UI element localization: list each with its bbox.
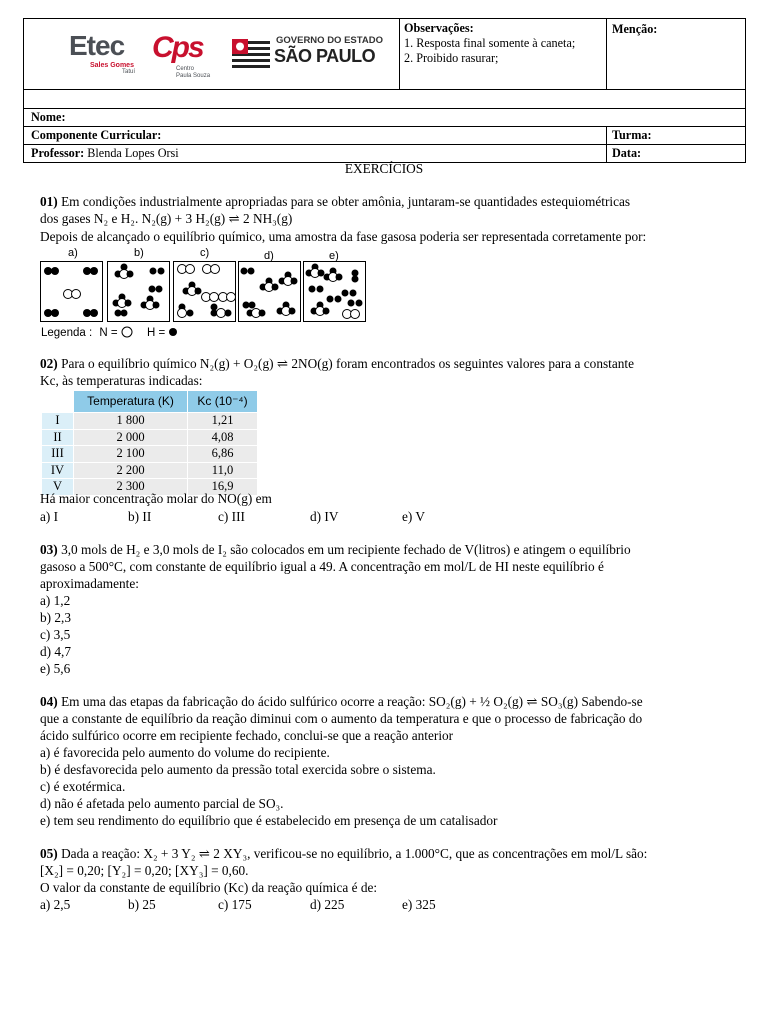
q4-text3: ácido sulfúrico ocorre em recipiente fechado, conclui-se que a reação anterior [40,728,454,743]
q3-text2: gasoso a 500°C, com constante de equilíbrio igual a 49. A concentração em mol/L de HI neste equilíbrio é [40,559,604,574]
componente-label: Componente Curricular: [31,128,162,142]
header-table [23,18,746,163]
observacoes-label: Observações: [404,21,474,35]
q1-text2: dos gases N₂ e H₂. N₂(g) + 3 H₂(g) ⇌ 2 NH₃(g) [40,211,293,226]
q2-question: Há maior concentração molar do NO(g) em [40,491,272,506]
option-c[interactable]: c) é exotérmica. [40,779,126,794]
table-row: II 2 000 4,08 [42,429,258,446]
option-d[interactable]: d) 225 [310,897,345,912]
option-a[interactable]: a) é favorecida pelo aumento do volume do recipiente. [40,745,330,760]
gov-logo-line2: SÃO PAULO [274,46,376,66]
q4-text1: 04) Em uma das etapas da fabricação do ácido sulfúrico ocorre a reação: SO₂(g) + ½ O₂(g) ⇌ SO₃(g) Sabendo-se [40,694,643,709]
q1-text1: 01) Em condições industrialmente apropriadas para se obter amônia, juntaram-se quantidades estequiométricas [40,194,631,209]
box-a-molecules [44,267,98,317]
q1-text3: Depois de alcançado o equilíbrio químico, uma amostra da fase gasosa poderia ser representada corretamente por: [40,229,647,244]
observacoes-item: 1. Resposta final somente à caneta; [404,36,576,50]
observacoes-item: 2. Proibido rasurar; [404,51,499,65]
logos-cell [24,19,400,89]
option-d[interactable]: d) 4,7 [40,644,72,659]
etec-logo: Etec [69,30,125,61]
etec-logo-city: Tatuí [122,69,136,75]
page-title: EXERCÍCIOS [344,161,424,176]
mencao-label: Menção: [612,22,658,36]
kc-header-temp: Temperatura (K) [74,391,188,413]
q3-text1: 03) 3,0 mols de H₂ e 3,0 mols de I₂ são colocados em um recipiente fechado de V(litros) e atingem o equilíbrio [40,542,631,557]
observacoes-cell [400,19,607,89]
option-d[interactable]: d) não é afetada pelo aumento parcial de SO₃. [40,796,284,811]
nome-row[interactable] [24,108,745,126]
table-row: IV 2 200 11,0 [42,462,258,479]
box-e-molecules [306,264,363,319]
nome-label: Nome: [31,110,66,124]
option-b[interactable]: b) 2,3 [40,610,72,625]
option-e[interactable]: e) 325 [402,897,436,912]
option-b[interactable]: b) é desfavorecida pelo aumento da pressão total exercida sobre o sistema. [40,762,436,777]
option-e[interactable]: e) tem seu rendimento do equilíbrio que é estabelecido em presença de um catalisador [40,813,498,828]
cps-logo: Cps [152,31,203,64]
hydrogen-atom-icon [168,327,178,337]
data-label: Data: [612,146,642,160]
sp-flag-icon [232,39,270,69]
option-e[interactable]: e) 5,6 [40,661,71,676]
option-c[interactable]: c) 3,5 [40,627,71,642]
q4-text2: que a constante de equilíbrio da reação diminui com o aumento da temperatura e que o processo de fabricação do [40,711,643,726]
professor-name: Blenda Lopes Orsi [87,146,179,160]
box-label-b: b) [134,247,144,259]
table-row: V 2 300 16,9 [42,479,258,496]
q2-text1: 02) Para o equilíbrio químico N₂(g) + O₂(g) ⇌ 2NO(g) foram encontrados os seguintes valores para a constante [40,356,634,371]
professor-label: Professor: [31,146,85,160]
option-b[interactable]: b) 25 [128,897,156,912]
box-label-a: a) [68,247,78,259]
molecule-legend: Legenda : N = H = [41,325,178,342]
box-label-c: c) [200,247,210,259]
spacer-row [24,90,745,108]
professor-row [24,144,745,162]
kc-header-kc: Kc (10⁻⁴) [188,391,258,413]
box-c-molecules [178,265,236,318]
option-b[interactable]: b) II [128,509,152,524]
option-a[interactable]: a) I [40,509,59,524]
q5-text3: O valor da constante de equilíbrio (Kc) da reação química é de: [40,880,378,895]
box-label-d: d) [264,250,274,262]
box-d-molecules [241,268,298,318]
q2-text2: Kc, às temperaturas indicadas: [40,373,203,388]
gov-logo-line1: GOVERNO DO ESTADO [276,35,383,46]
kc-table [41,390,258,496]
option-d[interactable]: d) IV [310,509,339,524]
option-a[interactable]: a) 1,2 [40,593,71,608]
molecule-boxes-figure [40,261,366,323]
q5-text1: 05) Dada a reação: X₂ + 3 Y₂ ⇌ 2 XY₃, verificou-se no equilíbrio, a 1.000°C, que as concentrações em mol/L são: [40,846,648,861]
componente-row [24,126,745,144]
mencao-cell [607,19,745,89]
option-c[interactable]: c) III [218,509,245,524]
option-c[interactable]: c) 175 [218,897,252,912]
box-b-molecules [113,264,165,317]
nitrogen-atom-icon [121,326,134,338]
etec-logo-sub: Sales Gomes [90,62,134,69]
option-e[interactable]: e) V [402,509,426,524]
q3-text3: aproximadamente: [40,576,139,591]
q5-text2: [X₂] = 0,20; [Y₂] = 0,20; [XY₃] = 0,60. [40,863,249,878]
table-row: III 2 100 6,86 [42,446,258,463]
box-label-e: e) [329,250,339,262]
turma-label: Turma: [612,128,652,142]
option-a[interactable]: a) 2,5 [40,897,71,912]
table-row: I 1 800 1,21 [42,413,258,430]
cps-logo-sub: Centro Paula Souza [176,66,211,79]
